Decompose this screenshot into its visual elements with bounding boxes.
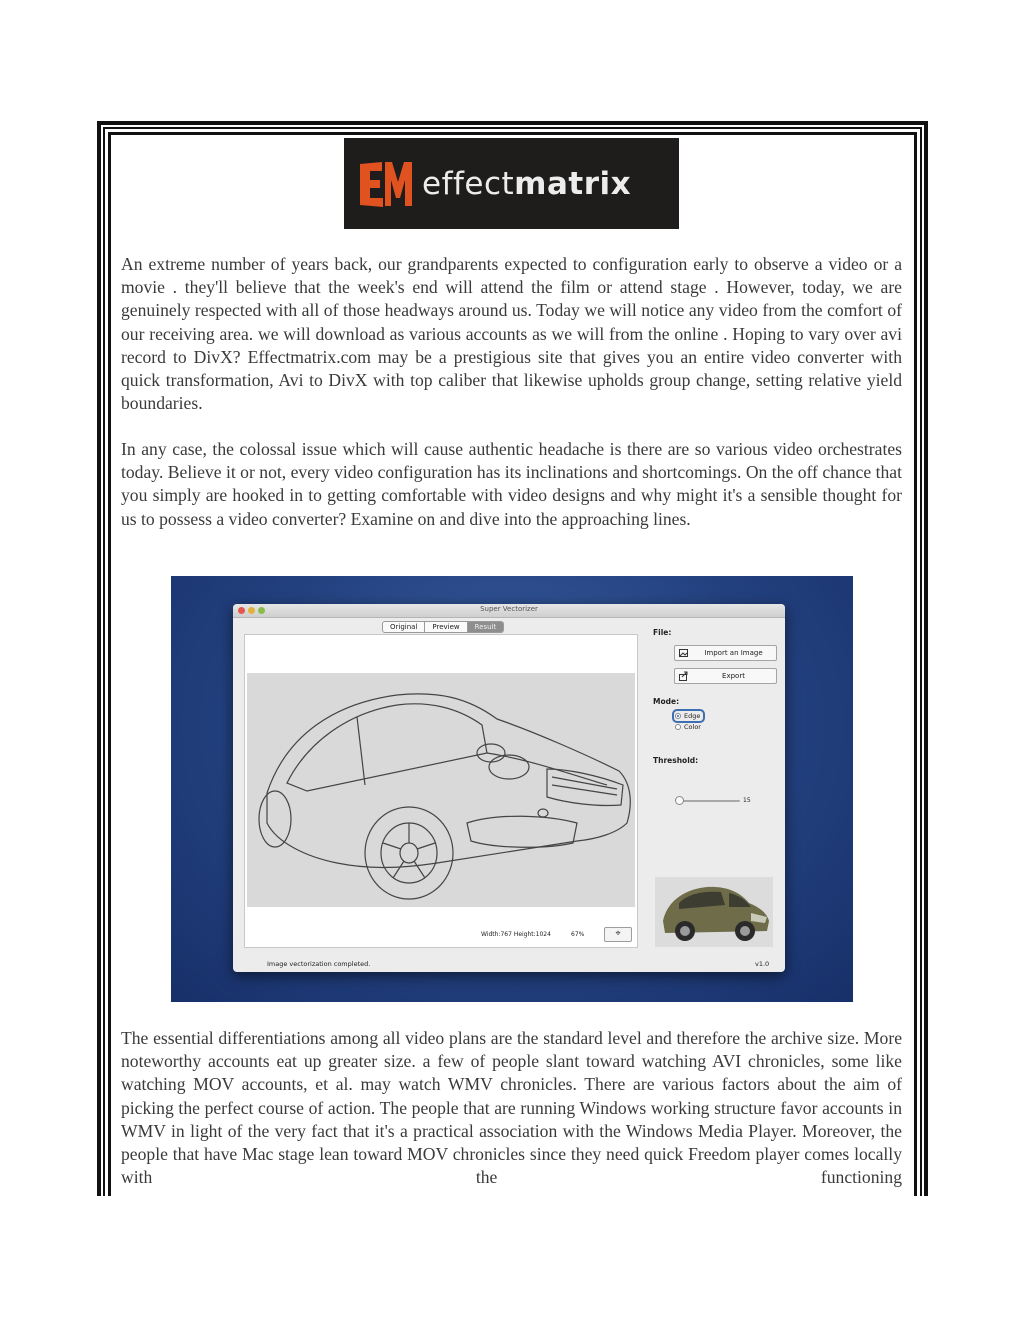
mode-color-radio[interactable]: Color — [675, 723, 701, 731]
file-section-label: File: — [653, 628, 672, 637]
window-title: Super Vectorizer — [480, 605, 538, 613]
tab-result[interactable]: Result — [468, 622, 504, 632]
original-car-thumbnail — [655, 877, 773, 947]
effectmatrix-logo — [344, 138, 679, 229]
threshold-slider-handle[interactable] — [675, 796, 684, 805]
article-paragraph-1: An extreme number of years back, our grandparents expected to configuration early to observe a video or a movie . they'll believe that the week's end will attend the film or attend stage . However, today, we are genuinely respected with all of those headways around us. Today we will notice any video from the comfort of our receiving area. we will download as various accounts as we will from the online . Hoping to vary over avi record to DivX? Effectmatrix.com may be a prestigious site that gives you an entire video converter with quick transformation, Avi to DivX with top caliber that likewise upholds group change, setting relative yield boundaries. — [121, 254, 902, 414]
export-button[interactable]: Export — [674, 668, 777, 684]
em-logo-mark-icon — [358, 158, 414, 210]
zoom-level: 67% — [571, 931, 585, 938]
export-icon — [679, 671, 689, 681]
import-image-button[interactable]: Import an Image — [674, 645, 777, 661]
fit-to-window-icon: ⌖ — [615, 929, 621, 939]
tab-preview[interactable]: Preview — [425, 622, 467, 632]
version-label: v1.0 — [755, 960, 770, 968]
logo-wordmark: effectmatrix — [422, 165, 632, 202]
threshold-section-label: Threshold: — [653, 756, 699, 765]
status-message: Image vectorization completed. — [267, 960, 371, 968]
window-titlebar — [233, 604, 785, 618]
view-tabs — [382, 621, 504, 633]
threshold-slider-track[interactable] — [682, 800, 740, 802]
app-window — [233, 604, 785, 972]
threshold-value: 15 — [743, 797, 751, 804]
car-photo-icon — [655, 877, 773, 947]
canvas-pane — [244, 634, 638, 948]
vectorized-car-drawing — [247, 673, 635, 907]
image-import-icon — [679, 648, 689, 658]
image-dimensions: Width:767 Height:1024 — [481, 931, 551, 938]
super-vectorizer-screenshot — [171, 576, 853, 1002]
mode-section-label: Mode: — [653, 697, 680, 706]
mode-edge-radio[interactable]: Edge — [675, 712, 702, 720]
article-paragraph-2: In any case, the colossal issue which will cause authentic headache is there are so various video orchestrates today. Believe it or not, every video configuration has its inclinations and shortcomings. On the off chance that you simply are hooked in to getting comfortable with video designs and why might it's a sensible thought for us to possess a video converter? Examine on and dive into the approaching lines. — [121, 439, 902, 529]
radio-unselected-icon — [675, 724, 681, 730]
fit-to-window-button[interactable] — [604, 927, 632, 942]
tab-original[interactable]: Original — [383, 622, 425, 632]
article-paragraph-3: The essential differentiations among all video plans are the standard level and therefore the archive size. More noteworthy accounts eat up greater size. a few of people slant toward watching AVI chronicles, some like watching MOV accounts, et al. may watch WMV chronicles. There are various factors about the aim of picking the perfect course of action. The people that are running Windows working structure favor accounts in WMV in light of the very fact that it's a practical association with the Windows Media Player. Moreover, the people that have Mac stage lean toward MOV chronicles since they need quick Freedom player comes locally with the functioning — [121, 1028, 902, 1188]
car-sketch-icon — [247, 673, 635, 907]
radio-selected-icon — [675, 713, 681, 719]
